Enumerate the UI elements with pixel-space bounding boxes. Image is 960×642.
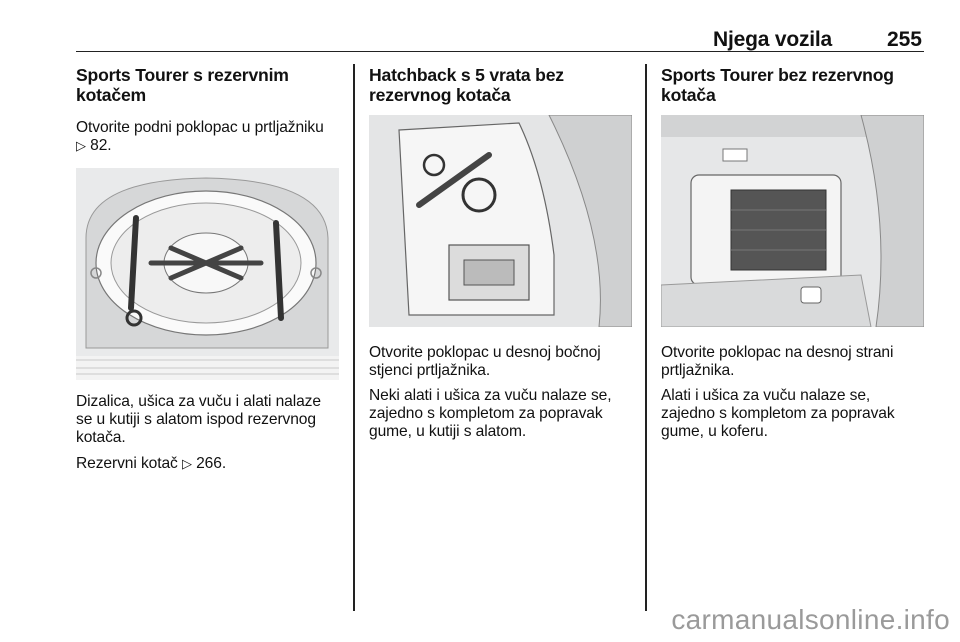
section-hatchback [369,66,633,441]
paragraph [76,455,340,474]
paragraph-text: Rezervni kotač [76,455,178,472]
arrow-right-icon: ▷ [76,139,86,154]
section-heading: Hatchback s 5 vrata bez rezervnog kotača [369,65,564,105]
paragraph: Alati i ušica za vuču nalaze se, zajedno s kompletom za popravak gume, u koferu. [661,387,895,440]
section-heading: Sports Tourer bez rezervnog kotača [661,65,894,105]
paragraph [76,119,340,156]
column-divider [353,64,355,611]
paragraph: Otvorite poklopac u desnoj bočnoj stjenci prtljažnika. [369,344,601,379]
section-heading: Sports Tourer s rezervnim kotačem [76,65,289,105]
paragraph: Dizalica, ušica za vuču i alati nalaze se u kutiji s alatom ispod rezervnog kotača. [76,393,321,446]
watermark: carmanualsonline.info [671,604,950,635]
page-number: 255 [886,28,922,51]
arrow-right-icon: ▷ [181,457,192,472]
section-spare-wheel [76,66,340,474]
sports-tourer-case-illustration [661,115,924,327]
page-header [76,24,924,52]
section-sports-tourer-no-spare [661,66,925,441]
paragraph: Neki alati i ušica za vuču nalaze se, zajedno s kompletom za popravak gume, u kutiji s alatom. [369,387,612,440]
hatchback-trunk-illustration [369,115,632,327]
page-reference[interactable]: 266. [196,455,227,472]
page-reference[interactable]: 82. [90,137,112,154]
column-divider [645,64,647,611]
chapter-title: Njega vozila [713,28,832,51]
paragraph-text: Otvorite podni poklopac u prtljažniku [76,119,324,136]
spare-wheel-illustration [76,168,339,380]
paragraph: Otvorite poklopac na desnoj strani prtljažnika. [661,344,894,379]
